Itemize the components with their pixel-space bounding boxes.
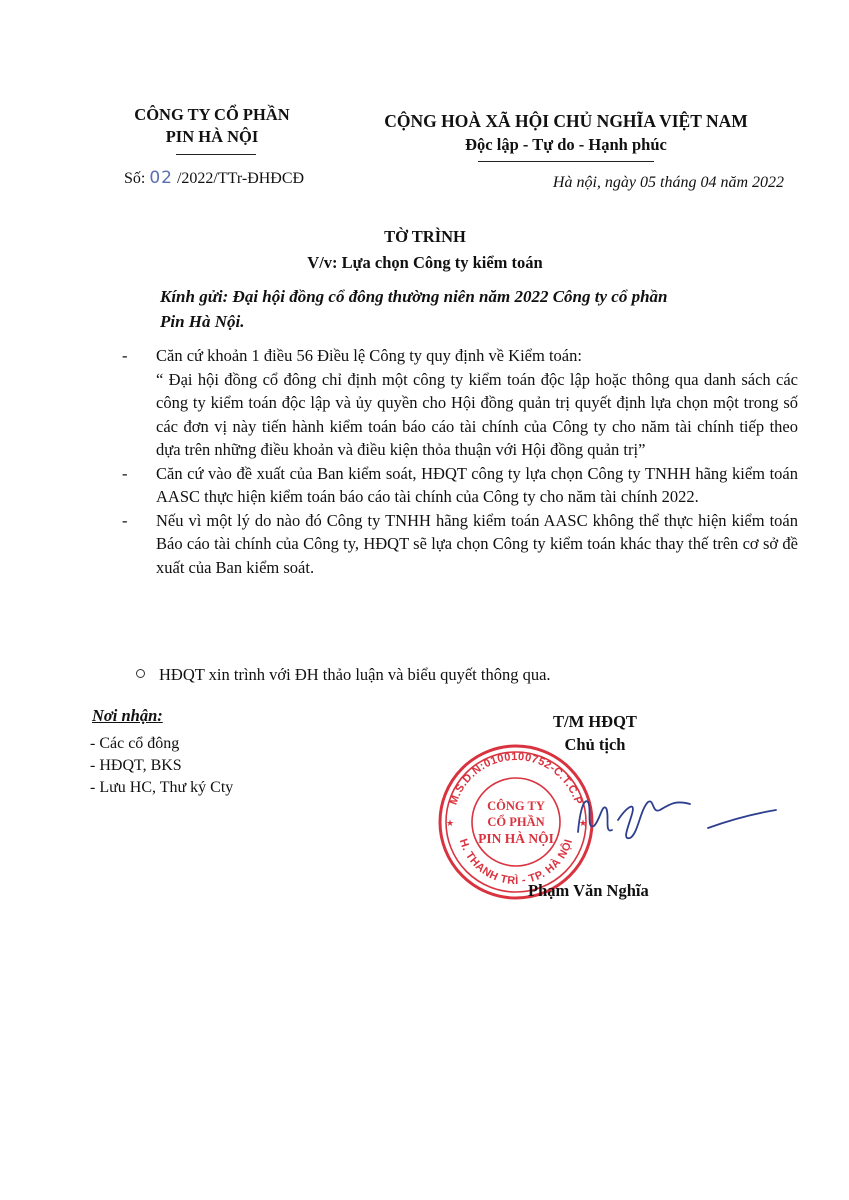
document-date: Hà nội, ngày 05 tháng 04 năm 2022 <box>552 174 784 191</box>
document-subject: V/v: Lựa chọn Công ty kiểm toán <box>307 253 543 272</box>
company-name <box>118 104 306 148</box>
conclusion <box>136 665 696 685</box>
document-number-prefix: Số: <box>124 170 150 187</box>
handwritten-signature <box>540 780 780 850</box>
signer-name: Phạm Văn Nghĩa <box>528 881 649 900</box>
company-underline <box>176 154 256 155</box>
body-item <box>118 344 798 462</box>
list-dash: - <box>122 510 128 530</box>
list-dash: - <box>122 346 128 365</box>
national-motto: Độc lập - Tự do - Hạnh phúc <box>465 135 667 154</box>
document-title-block <box>200 224 650 276</box>
seal-ring-top-text: M.S.D.N:0100100752-C.T.C.P <box>447 750 585 807</box>
company-name-line1: CÔNG TY CỔ PHẦN <box>134 105 290 124</box>
seal-star-icon: ★ <box>579 819 588 829</box>
seal-center-line2: CỔ PHẦN <box>487 815 545 829</box>
signature-role-line2: Chủ tịch <box>564 735 626 754</box>
seal-star-icon: ★ <box>446 819 455 829</box>
body-item <box>118 462 798 509</box>
bullet-icon <box>136 669 145 678</box>
body-item-quote: “ Đại hội đồng cổ đông chỉ định một công ty kiểm toán độc lập hoặc thông qua danh sách các công ty kiểm toán độc lập và ủy quyền cho Hội đồng quản trị quyết định lựa chọn một trong số các đơn vị này tiến hành kiểm toán báo cáo tài chính của Công ty cho năm tài chính tiếp theo dựa trên những điều khoản và điều kiện thỏa thuận với Hội đồng quản trị” <box>156 369 798 459</box>
company-name-line2: PIN HÀ NỘI <box>165 127 259 146</box>
recipient-item: - Các cổ đông <box>90 735 180 752</box>
seal-center-line1: CÔNG TY <box>487 799 545 813</box>
conclusion-text: HĐQT xin trình với ĐH thảo luận và biểu quyết thông qua. <box>159 665 551 684</box>
recipients-title: Nơi nhận: <box>92 706 163 725</box>
recipient-item: - HĐQT, BKS <box>90 757 182 774</box>
recipient-line1: Kính gửi: Đại hội đồng cổ đông thường niên năm 2022 Công ty cổ phần <box>160 287 668 306</box>
body-item-text: Nếu vì một lý do nào đó Công ty TNHH hãng kiểm toán AASC không thể thực hiện kiểm toán Báo cáo tài chính của Công ty, HĐQT sẽ lựa chọn Công ty kiểm toán khác thay thế trên cơ sở đề xuất của Ban kiểm soát. <box>156 510 798 577</box>
signature-role-line1: T/M HĐQT <box>553 712 637 731</box>
motto-underline <box>478 161 654 162</box>
document-title: TỜ TRÌNH <box>384 227 466 246</box>
seal-ring-bottom-text: H. THANH TRÌ - TP. HÀ NỘI <box>456 837 576 888</box>
list-dash: - <box>122 463 128 483</box>
national-heading <box>360 110 772 156</box>
document-number-suffix: /2022/TTr-ĐHĐCĐ <box>172 170 305 187</box>
body-item-text: Căn cứ khoản 1 điều 56 Điều lệ Công ty quy định về Kiểm toán: <box>156 346 582 365</box>
recipients-list <box>90 733 233 799</box>
body-item-text: Căn cứ vào đề xuất của Ban kiểm soát, HĐQT công ty lựa chọn Công ty TNHH hãng kiểm toán AASC thực hiện kiểm toán báo cáo tài chính của Công ty cho năm tài chính 2022. <box>156 463 798 506</box>
document-number <box>124 168 304 188</box>
seal-center-line3: PIN HÀ NỘI <box>478 831 554 846</box>
body-item <box>118 509 798 580</box>
recipient-item: - Lưu HC, Thư ký Cty <box>90 779 234 796</box>
body-list <box>118 344 798 579</box>
national-title: CỘNG HOÀ XÃ HỘI CHỦ NGHĨA VIỆT NAM <box>384 111 748 131</box>
recipient-block <box>160 284 780 334</box>
recipient-line2: Pin Hà Nội. <box>160 312 245 331</box>
document-number-handwritten: 02 <box>149 168 173 188</box>
